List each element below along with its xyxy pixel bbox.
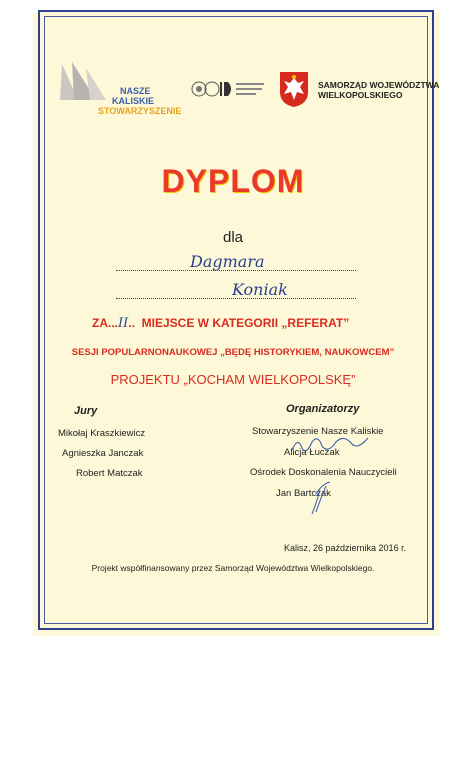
samorzad-line-2: WIELKOPOLSKIEGO (318, 90, 403, 100)
issue-date: Kalisz, 26 października 2016 r. (284, 543, 407, 553)
place-number: II (118, 316, 129, 331)
place-prefix: ZA (92, 316, 108, 330)
jury-member: Agnieszka Janczak (62, 448, 144, 459)
dla-label: dla (222, 229, 244, 246)
place-dots: ... (108, 316, 119, 330)
diploma-title: DYPLOM (161, 163, 305, 199)
logo-line-3: STOWARZYSZENIE (98, 106, 182, 116)
place-suffix: MIEJSCE W KATEGORII „REFERAT” (141, 316, 350, 330)
place-dots-2: .. (128, 316, 142, 330)
logo-line-2: KALISKIE (112, 96, 155, 106)
samorzad-logo-text (318, 80, 439, 100)
organizer-line: Jan Bartczak (276, 488, 331, 499)
signature-icon (286, 428, 376, 518)
name-line-1 (116, 270, 356, 271)
session-line: SESJI POPULARNONAUKOWEJ „BĘDĘ HISTORYKIEM, NAUKOWCEM” (71, 347, 395, 358)
organizer-line: Ośrodek Doskonalenia Nauczycieli (250, 467, 397, 478)
jury-member: Mikołaj Kraszkiewicz (58, 428, 146, 439)
recipient-first-name: Dagmara (190, 252, 265, 271)
jury-heading: Jury (74, 405, 98, 417)
funding-footer: Projekt współfinansowany przez Samorząd Województwa Wielkopolskiego. (91, 563, 375, 573)
nasze-kaliskie-logo (98, 86, 182, 116)
samorzad-line-1: SAMORZĄD WOJEWÓDZTWA (318, 80, 440, 90)
project-line: PROJEKTU „KOCHAM WIELKOPOLSKĘ” (110, 372, 356, 387)
organizer-line: Alicja Łuczak (284, 447, 340, 458)
organizer-line: Stowarzyszenie Nasze Kaliskie (252, 426, 384, 437)
place-line (92, 316, 349, 331)
jury-member: Robert Matczak (76, 468, 143, 479)
logo-line-1: NASZE (120, 86, 151, 96)
eagle-crest-icon (278, 70, 310, 108)
organizers-heading: Organizatorzy (286, 403, 360, 415)
name-line-2 (116, 298, 356, 299)
odn-logo-icon (190, 80, 266, 98)
recipient-last-name: Koniak (232, 280, 288, 299)
